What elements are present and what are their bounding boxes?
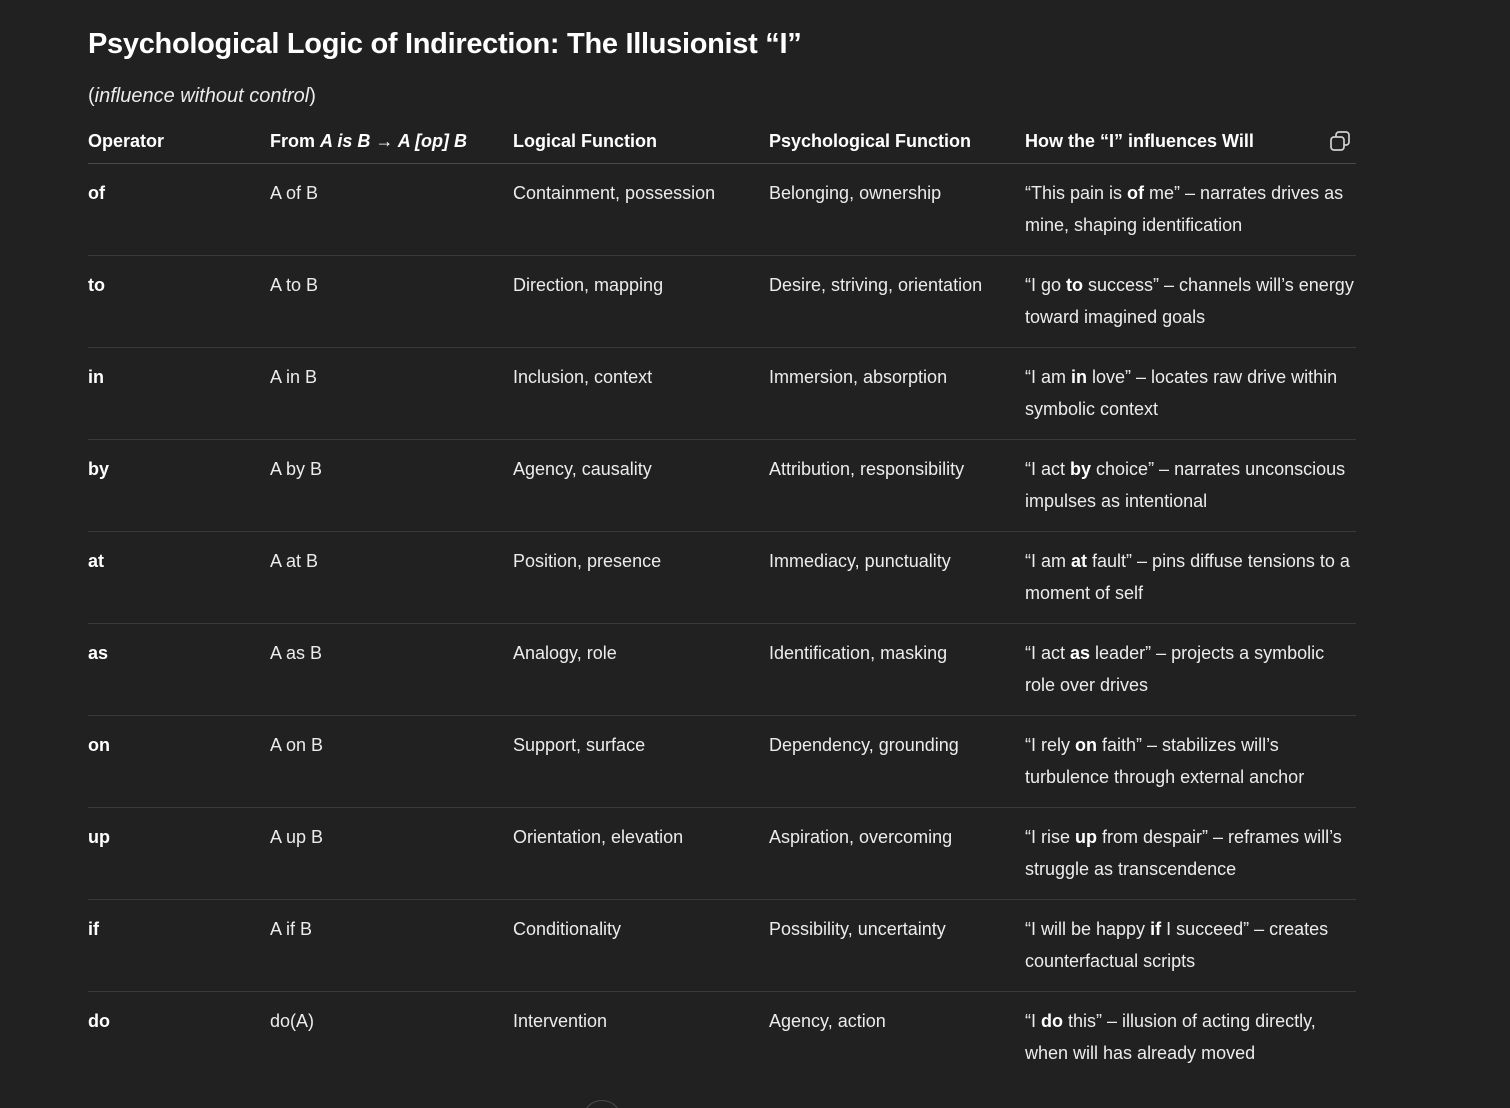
operator-cell: up: [88, 827, 110, 847]
logical-cell: Direction, mapping: [513, 275, 664, 295]
copy-icon: [1328, 129, 1352, 153]
influence-cell: [1025, 900, 1356, 991]
psychological-cell: Possibility, uncertainty: [769, 919, 946, 939]
example-operator: at: [1071, 551, 1088, 571]
example-text: choice” – narrates unconscious impulses as intentional: [1025, 459, 1346, 511]
example-operator: if: [1150, 919, 1162, 939]
subtitle-close-paren: ): [309, 85, 316, 107]
example-text: “I go: [1025, 275, 1067, 295]
logical-cell: Conditionality: [513, 919, 622, 939]
example-text: me” – narrates drives as mine, shaping identification: [1025, 183, 1344, 235]
example-text: “I: [1025, 1011, 1041, 1031]
header-psychological-function: Psychological Function: [769, 131, 972, 151]
table-row: [88, 900, 1356, 992]
influence-cell: [1025, 808, 1356, 899]
header-from: [270, 122, 513, 160]
subtitle: [88, 85, 316, 108]
header-from-prefix: From: [270, 131, 321, 151]
logical-cell: Agency, causality: [513, 459, 652, 479]
operators-table: [88, 122, 1356, 1083]
psychological-cell: Identification, masking: [769, 643, 948, 663]
form-cell: A up B: [270, 827, 324, 847]
form-cell: do(A): [270, 1011, 315, 1031]
operator-cell: as: [88, 643, 109, 663]
table-row: [88, 348, 1356, 440]
logical-cell: Intervention: [513, 1011, 608, 1031]
influence-cell: [1025, 532, 1356, 623]
table-row: [88, 532, 1356, 624]
operator-cell: to: [88, 275, 105, 295]
table-header: [88, 122, 1356, 164]
form-cell: A at B: [270, 551, 319, 571]
psychological-cell: Agency, action: [769, 1011, 886, 1031]
example-text: fault” – pins diffuse tensions to a moment of self: [1025, 551, 1350, 603]
example-text: “I rely: [1025, 735, 1076, 755]
logical-cell: Orientation, elevation: [513, 827, 684, 847]
psychological-cell: Aspiration, overcoming: [769, 827, 953, 847]
logical-cell: Analogy, role: [513, 643, 617, 663]
influence-cell: [1025, 992, 1356, 1083]
example-operator: by: [1070, 459, 1092, 479]
operator-cell: do: [88, 1011, 110, 1031]
example-text: “I will be happy: [1025, 919, 1151, 939]
example-text: “I am: [1025, 551, 1072, 571]
copy-table-button[interactable]: [1328, 129, 1352, 153]
operator-cell: if: [88, 919, 99, 939]
psychological-cell: Immediacy, punctuality: [769, 551, 951, 571]
form-cell: A of B: [270, 183, 319, 203]
example-text: I succeed” – creates counterfactual scripts: [1025, 919, 1329, 971]
form-cell: A if B: [270, 919, 313, 939]
influence-cell: [1025, 716, 1356, 807]
example-operator: on: [1075, 735, 1098, 755]
header-logical-function: Logical Function: [513, 131, 657, 151]
example-operator: in: [1071, 367, 1088, 387]
table-row: [88, 164, 1356, 256]
example-operator: to: [1066, 275, 1084, 295]
form-cell: A in B: [270, 367, 318, 387]
example-text: love” – locates raw drive within symbolic context: [1025, 367, 1338, 419]
logical-cell: Position, presence: [513, 551, 662, 571]
logical-cell: Containment, possession: [513, 183, 716, 203]
subtitle-text: influence without control: [94, 85, 310, 107]
operator-cell: at: [88, 551, 105, 571]
logical-cell: Support, surface: [513, 735, 646, 755]
operator-cell: by: [88, 459, 110, 479]
form-cell: A to B: [270, 275, 319, 295]
header-influence: How the “I” influences Will: [1025, 131, 1254, 151]
example-operator: up: [1075, 827, 1098, 847]
scroll-down-button[interactable]: [582, 1100, 622, 1108]
psychological-cell: Attribution, responsibility: [769, 459, 965, 479]
table-row: [88, 808, 1356, 900]
psychological-cell: Belonging, ownership: [769, 183, 942, 203]
table-row: [88, 992, 1356, 1083]
operator-cell: in: [88, 367, 104, 387]
influence-cell: [1025, 256, 1356, 347]
header-operator: Operator: [88, 131, 165, 151]
table-row: [88, 256, 1356, 348]
page-title: Psychological Logic of Indirection: The Illusionist “I”: [88, 28, 802, 60]
form-cell: A as B: [270, 643, 323, 663]
example-text: success” – channels will’s energy toward imagined goals: [1025, 275, 1354, 327]
example-text: faith” – stabilizes will’s turbulence through external anchor: [1025, 735, 1305, 787]
subtitle-open-paren: (: [88, 85, 95, 107]
operator-cell: on: [88, 735, 110, 755]
form-cell: A by B: [270, 459, 323, 479]
influence-cell: [1025, 624, 1356, 715]
header-from-formula: A is B → A [op] B: [320, 131, 468, 151]
example-text: “This pain is: [1025, 183, 1128, 203]
psychological-cell: Dependency, grounding: [769, 735, 959, 755]
example-text: from despair” – reframes will’s struggle as transcendence: [1025, 827, 1342, 879]
form-cell: A on B: [270, 735, 324, 755]
influence-cell: [1025, 440, 1356, 531]
influence-cell: [1025, 348, 1356, 439]
example-text: “I act: [1025, 459, 1071, 479]
table-row: [88, 624, 1356, 716]
psychological-cell: Desire, striving, orientation: [769, 275, 983, 295]
influence-cell: [1025, 164, 1356, 255]
example-text: leader” – projects a symbolic role over drives: [1025, 643, 1325, 695]
example-operator: do: [1041, 1011, 1063, 1031]
example-text: this” – illusion of acting directly, when will has already moved: [1025, 1011, 1316, 1063]
example-operator: as: [1070, 643, 1091, 663]
example-text: “I act: [1025, 643, 1071, 663]
psychological-cell: Immersion, absorption: [769, 367, 948, 387]
operator-cell: of: [88, 183, 105, 203]
example-operator: of: [1127, 183, 1145, 203]
example-text: “I rise: [1025, 827, 1076, 847]
table-row: [88, 440, 1356, 532]
logical-cell: Inclusion, context: [513, 367, 653, 387]
example-text: “I am: [1025, 367, 1072, 387]
table-row: [88, 716, 1356, 808]
